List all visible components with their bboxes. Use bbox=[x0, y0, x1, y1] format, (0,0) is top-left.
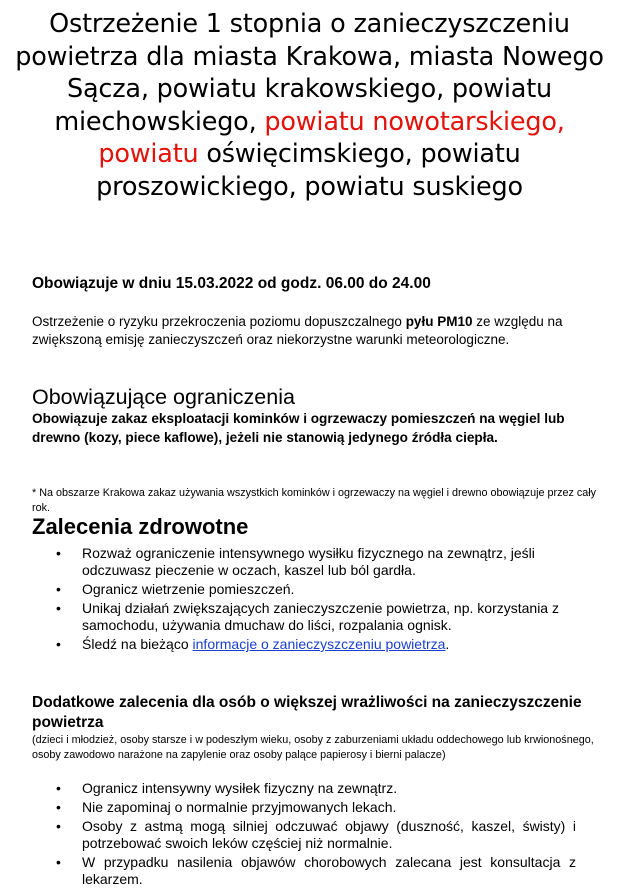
bullet: • bbox=[56, 600, 61, 616]
list-item-text: Rozważ ograniczenie intensywnego wysiłku fizycznego na zewnątrz, jeśli odczuwasz pieczenie w oczach, kaszel lub ból gardła. bbox=[82, 545, 535, 578]
list-item bbox=[56, 581, 576, 598]
extra-heading: Dodatkowe zalecenia dla osób o większej wrażliwości na zanieczyszczenie powietrza bbox=[32, 694, 582, 731]
title-highlight: powiatu nowotarskiego, powiatu bbox=[98, 106, 565, 169]
bullet: • bbox=[56, 780, 61, 796]
sensitive-groups: (dzieci i młodzież, osoby starsze i w podeszłym wieku, osoby z zaburzeniami układu oddechowego lub krwionośnego, osoby zawodowo narażone na zapylenie oraz osoby palące papierosy i bierni palacze) bbox=[32, 734, 594, 761]
intro-paragraph bbox=[32, 313, 592, 348]
extra-list bbox=[56, 780, 576, 890]
list-item bbox=[56, 545, 576, 579]
intro-pollutant: pyłu PM10 bbox=[405, 314, 473, 329]
intro-after: ze względu na zwiększoną emisję zanieczyszczeń oraz niekorzystne warunki meteorologiczne. bbox=[32, 314, 563, 347]
bullet: • bbox=[56, 799, 61, 815]
intro-before: Ostrzeżenie o ryzyku przekroczenia poziomu dopuszczalnego bbox=[32, 314, 406, 329]
restrictions-heading: Obowiązujące ograniczenia bbox=[32, 385, 295, 409]
bullet: • bbox=[56, 581, 61, 597]
title-part-1: Ostrzeżenie 1 stopnia o zanieczyszczeniu powietrza dla miasta Krakowa, miasta Nowego Sącza, powiatu krakowskiego, powiatu miechowskiego, bbox=[15, 9, 604, 137]
list-item bbox=[56, 636, 576, 653]
health-heading: Zalecenia zdrowotne bbox=[32, 514, 249, 539]
list-item bbox=[56, 818, 576, 852]
title-part-2: oświęcimskiego, powiatu proszowickiego, powiatu suskiego bbox=[96, 139, 523, 202]
list-item-suffix: . bbox=[445, 636, 450, 652]
list-item-text: Unikaj działań zwiększających zanieczyszczenie powietrza, np. korzystania z samochodu, używania dmuchaw do liści, rozpalania ognisk. bbox=[82, 600, 559, 633]
list-item-text: Osoby z astmą mogą silniej odczuwać objawy (duszność, kaszel, świsty) i potrzebować swoich leków częściej niż normalnie. bbox=[82, 818, 576, 851]
list-item-text: Nie zapominaj o normalnie przyjmowanych lekach. bbox=[82, 799, 397, 815]
air-quality-info-link[interactable]: informacje o zanieczyszczeniu powietrza bbox=[192, 636, 446, 652]
krakow-footnote: * Na obszarze Krakowa zakaz używania wszystkich kominków i ogrzewaczy na węgiel i drewno obowiązuje przez cały rok. bbox=[32, 487, 597, 514]
bullet: • bbox=[56, 818, 61, 834]
bullet: • bbox=[56, 854, 61, 870]
list-item bbox=[56, 854, 576, 888]
list-item-text: Ogranicz wietrzenie pomieszczeń. bbox=[82, 581, 295, 597]
list-item bbox=[56, 799, 576, 816]
restrictions-text: Obowiązuje zakaz eksploatacji kominków i ogrzewaczy pomieszczeń na węgiel lub drewno (kozy, piece kaflowe), jeżeli nie stanowią jedynego źródła ciepła. bbox=[32, 411, 565, 445]
health-list bbox=[56, 545, 576, 655]
validity-period: Obowiązuje w dniu 15.03.2022 od godz. 06.00 do 24.00 bbox=[32, 275, 431, 292]
list-item bbox=[56, 600, 576, 634]
document-title bbox=[12, 8, 607, 203]
list-item-text: W przypadku nasilenia objawów chorobowych zalecana jest konsultacja z lekarzem. bbox=[82, 854, 576, 887]
list-item-prefix: Śledź na bieżąco bbox=[82, 636, 193, 652]
list-item-text: Ogranicz intensywny wysiłek fizyczny na zewnątrz. bbox=[82, 780, 398, 796]
bullet: • bbox=[56, 636, 61, 652]
bullet: • bbox=[56, 545, 61, 561]
list-item bbox=[56, 780, 576, 797]
